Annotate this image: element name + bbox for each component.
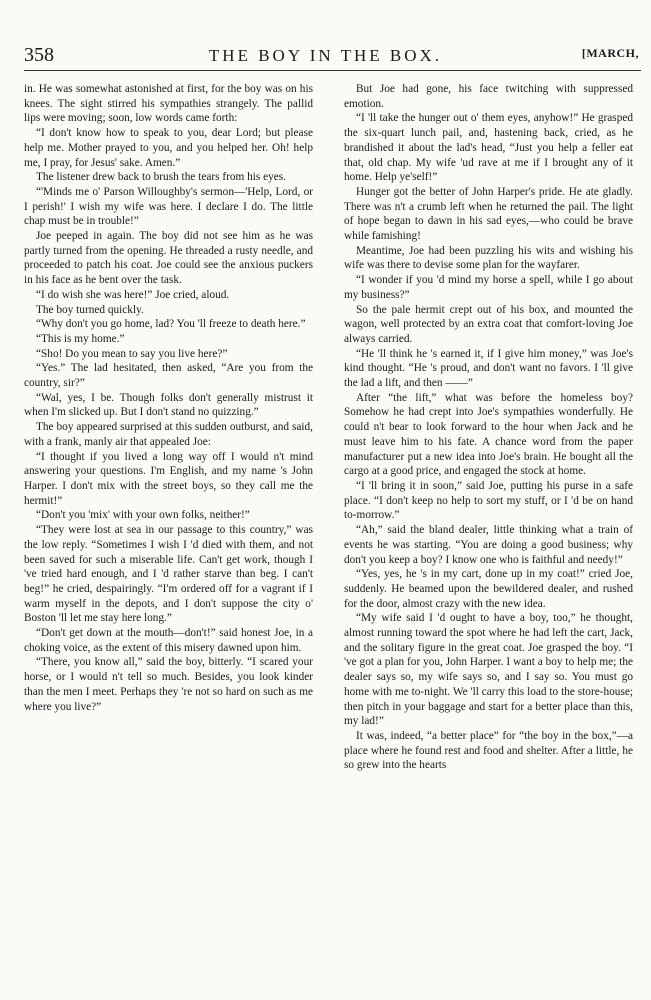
paragraph: After “the lift,” what was before the homeless boy? Somehow he had crept into Joe's sympathies wonderfully. He could n't bear to look forward to the hour when Jack and he must leave him to his fate. A chance word from the paper manufacturer put a new idea into Joe's brain. He bought all the cargo at a good price, and engaged the stock at home. [344,391,633,478]
header-rule [24,70,641,71]
paragraph: in. He was somewhat astonished at first, for the boy was on his knees. The sight stirred his sympathies strangely. The pallid lips were moving; soon, low words came forth: [24,83,313,125]
paragraph: “I thought if you lived a long way off I would n't mind answering your questions. I'm English, and my name 's John Harper. I don't mix with the street boys, so they call me the hermit!” [24,450,313,507]
paragraph: “He 'll think he 's earned it, if I give him money,” was Joe's kind thought. “He 's proud, and don't want no favors. I 'll give the lad a lift, and then ——” [344,347,633,390]
paragraph: “Don't get down at the mouth—don't!” said honest Joe, in a choking voice, as the extent of this misery dawned upon him. [24,627,313,654]
paragraph: The boy appeared surprised at this sudden outburst, and said, with a frank, manly air that appealed Joe: [24,421,313,448]
paragraph: “They were lost at sea in our passage to this country,” was the low reply. “Sometimes I wish I 'd died with them, and not been saved for such a miserable life. Can't get work, though I 've tried hard enough, and I 'd rather starve than beg. I can't beg!” he cried, despairingly. “I'm ordered off for a vagrant if I warm myself in the depots, and I don't suppose the city o' Boston 'll let me stay here long.” [24,524,313,625]
paragraph: “Yes.” The lad hesitated, then asked, “Are you from the country, sir?” [24,362,313,390]
paragraph: The listener drew back to brush the tears from his eyes. [36,171,287,184]
paragraph: “Ah,” said the bland dealer, little thinking what a train of events he was starting. “You are doing a good business; why don't you keep a boy? I know one who is faithful and needy!” [344,524,633,566]
paragraph: But Joe had gone, his face twitching with suppressed emotion. [344,83,633,110]
paragraph: The boy turned quickly. [36,303,144,316]
right-column [344,82,633,773]
paragraph: So the pale hermit crept out of his box, and mounted the wagon, well protected by an extra coat that comfort-loving Joe always carried. [344,303,633,345]
left-column [24,82,313,714]
paragraph: It was, indeed, “a better place” for “the boy in the box,”—a place where he found rest and food and shelter. After a little, he so grew into the hearts [344,729,633,772]
paragraph: Meantime, Joe had been puzzling his wits and wishing his wife was there to devise some plan for the wayfarer. [344,244,633,272]
paragraph: “Wal, yes, I be. Though folks don't generally mistrust it when I'm slicked up. But I don't stand no quizzing.” [24,391,313,419]
issue-month: [MARCH, [581,46,639,60]
paragraph: “Sho! Do you mean to say you live here?” [36,347,228,360]
paragraph: “Why don't you go home, lad? You 'll freeze to death here.” [36,318,306,331]
paragraph: Hunger got the better of John Harper's pride. He ate gladly. There was n't a crumb left when he returned the pail. The light of hope began to dawn in his sad eyes,—who could be brave while famishing! [344,185,633,243]
paragraph: “I 'll take the hunger out o' them eyes, anyhow!” He grasped the six-quart lunch pail, and, hastening back, cried, as he brandished it about the lad's head, “Just you help a feller eat that, old chap. My wife 'ud rave at me if I brought any of it home. Help ye'self!” [344,112,633,184]
page-header [0,44,651,68]
paragraph: “There, you know all,” said the boy, bitterly. “I scared your horse, or I would n't tell so much. Besides, you look kinder than the men I meet. Perhaps they 're not so hard on such as me where you live?” [24,656,313,713]
paragraph: “'Minds me o' Parson Willoughby's sermon—'Help, Lord, or I perish!' I wish my wife was here. I declare I do. The little chap must be in trouble!” [24,185,313,228]
paragraph: “Don't you 'mix' with your own folks, neither!” [36,509,250,522]
paragraph: “This is my home.” [36,332,125,345]
paragraph: “Yes, yes, he 's in my cart, done up in my coat!” cried Joe, suddenly. He beamed upon the bewildered dealer, and rushed for the door, almost crazy with the new idea. [344,568,633,610]
paragraph: “I do wish she was here!” Joe cried, aloud. [36,288,230,301]
running-title: THE BOY IN THE BOX. [208,46,443,65]
paragraph: Joe peeped in again. The boy did not see him as he was partly turned from the opening. He threaded a rusty needle, and proceeded to patch his coat. Joe could see the anxious puckers in his face as he bent over the task. [24,230,313,287]
paragraph: “I 'll bring it in soon,” said Joe, putting his purse in a safe place. “I don't keep no help to sort my stuff, or I 'd be on hand to-morrow.” [344,479,633,522]
paragraph: “I wonder if you 'd mind my horse a spell, while I go about my business?” [344,274,633,301]
paragraph: “My wife said I 'd ought to have a boy, too,” he thought, almost running toward the spot where he had left the cart, Jack, and the solitary figure in the great coat. Joe grasped the boy. “I 've got a plan for you, John Harper. I want a boy to help me; the dealer says so, my wife says so, and I say so. You must go home with me to-night. We 'll carry this load to the store-house; then pitch in your baggage and start for a better place than this, my lad!” [344,612,633,728]
paragraph: “I don't know how to speak to you, dear Lord; but please help me. Mother prayed to you, and you helped her. Oh! help me, I pray, for Jesus' sake. Amen.” [24,127,313,169]
page-number: 358 [24,44,54,66]
